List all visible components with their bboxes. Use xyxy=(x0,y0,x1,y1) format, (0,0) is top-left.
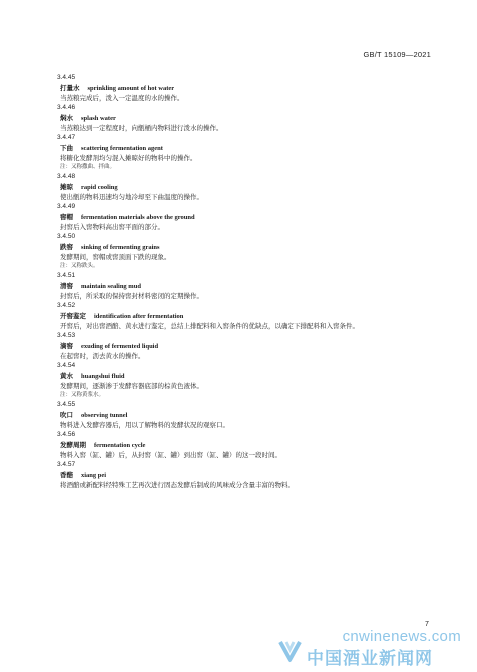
term-entry xyxy=(57,460,435,490)
term-number: 3.4.54 xyxy=(57,362,76,369)
term-definition: 当蒸粮达到一定程度时，向甑桶内物料进行泼水的操作。 xyxy=(60,124,223,132)
term-entry xyxy=(57,301,435,331)
term-heading xyxy=(57,311,435,321)
term-english: fermentation materials above the ground xyxy=(81,214,195,221)
term-number: 3.4.52 xyxy=(57,302,76,309)
term-note: 注：又称撒曲、拌曲。 xyxy=(60,164,116,170)
term-number: 3.4.45 xyxy=(57,74,76,81)
watermark-url: cnwinenews.com xyxy=(342,628,461,645)
term-definition: 封窖后，所采取的保持窖封材料密闭的定期操作。 xyxy=(60,292,203,300)
term-definition: 物料入窖（缸、罐）后，从封窖（缸、罐）到出窖（缸、罐）的这一段时间。 xyxy=(60,451,281,459)
term-definition: 当蒸粮完成后，泼入一定温度的水的操作。 xyxy=(60,94,184,102)
term-english: huangshui fluid xyxy=(81,373,125,380)
term-list xyxy=(57,73,435,490)
term-english: maintain sealing mud xyxy=(81,283,141,290)
term-english: sinking of fermenting grains xyxy=(81,244,160,251)
term-number: 3.4.46 xyxy=(57,104,76,111)
term-chinese: 吹口 xyxy=(60,411,73,419)
watermark xyxy=(269,628,469,668)
watermark-text: 中国酒业新闻网 xyxy=(307,649,433,669)
term-heading xyxy=(57,212,435,222)
term-heading xyxy=(57,83,435,93)
term-english: xiang pei xyxy=(81,472,107,479)
term-definition: 发酵期间，逐渐渗于发酵容器底部的棕黄色液体。 xyxy=(60,382,203,390)
page-number: 7 xyxy=(425,621,429,628)
term-english: fermentation cycle xyxy=(94,442,146,449)
term-chinese: 发酵周期 xyxy=(60,441,86,449)
term-number: 3.4.49 xyxy=(57,203,76,210)
term-english: identification after fermentation xyxy=(94,313,184,320)
term-english: rapid cooling xyxy=(81,184,118,191)
term-entry xyxy=(57,361,435,400)
term-entry xyxy=(57,232,435,271)
term-chinese: 打量水 xyxy=(60,84,80,92)
term-definition: 物料进入发酵容器后，用以了解物料的发酵状况的观察口。 xyxy=(60,421,229,429)
term-number: 3.4.53 xyxy=(57,332,76,339)
term-entry xyxy=(57,430,435,460)
term-english: observing tunnel xyxy=(81,412,128,419)
term-entry xyxy=(57,400,435,430)
term-heading xyxy=(57,281,435,291)
term-entry xyxy=(57,331,435,361)
term-heading xyxy=(57,470,435,480)
term-number: 3.4.55 xyxy=(57,401,76,408)
term-chinese: 开窖鉴定 xyxy=(60,312,86,320)
term-entry xyxy=(57,172,435,202)
term-entry xyxy=(57,271,435,301)
term-note: 注：又称黄浆水。 xyxy=(60,392,105,398)
term-definition: 封窖后入窖物料高出窖平面的部分。 xyxy=(60,223,164,231)
term-heading xyxy=(57,113,435,123)
term-chinese: 滴窖 xyxy=(60,342,73,350)
term-chinese: 摊晾 xyxy=(60,183,73,191)
term-heading xyxy=(57,341,435,351)
term-entry xyxy=(57,73,435,103)
term-definition: 在起窖时，沥去黄水的操作。 xyxy=(60,352,145,360)
term-chinese: 清窖 xyxy=(60,282,73,290)
term-definition: 使出甑的物料迅速均匀地冷却至下曲温度的操作。 xyxy=(60,193,203,201)
term-number: 3.4.48 xyxy=(57,173,76,180)
term-number: 3.4.57 xyxy=(57,461,76,468)
term-definition: 开窖后，对出窖酒醅、黄水进行鉴定，总结上排配料和入窖条件的优缺点，以确定下排配料和入窖条件。 xyxy=(60,322,359,330)
term-heading xyxy=(57,440,435,450)
term-definition: 将酒醅或新配料经特殊工艺再次进行固态发酵后制成的风味成分含量丰富的物料。 xyxy=(60,481,294,489)
term-heading xyxy=(57,371,435,381)
term-definition: 将糖化发酵剂均匀混入摊晾好的物料中的操作。 xyxy=(60,154,197,162)
term-definition: 发酵期间，窖帽或窖顶面下跌的现象。 xyxy=(60,253,171,261)
term-heading xyxy=(57,143,435,153)
term-english: splash water xyxy=(81,115,116,122)
term-entry xyxy=(57,133,435,172)
term-number: 3.4.50 xyxy=(57,233,76,240)
term-number: 3.4.56 xyxy=(57,431,76,438)
term-english: sprinkling amount of hot water xyxy=(87,85,175,92)
term-number: 3.4.47 xyxy=(57,134,76,141)
term-chinese: 窖帽 xyxy=(60,213,73,221)
term-heading xyxy=(57,182,435,192)
term-english: exuding of fermented liquid xyxy=(81,343,159,350)
term-heading xyxy=(57,410,435,420)
term-chinese: 黄水 xyxy=(60,372,73,380)
term-chinese: 焖水 xyxy=(60,114,73,122)
term-entry xyxy=(57,202,435,232)
term-chinese: 跌窖 xyxy=(60,243,73,251)
term-heading xyxy=(57,242,435,252)
term-chinese: 香醅 xyxy=(60,471,73,479)
term-note: 注：又称跌头。 xyxy=(60,263,99,269)
term-number: 3.4.51 xyxy=(57,272,76,279)
term-english: scattering fermentation agent xyxy=(81,145,163,152)
watermark-logo-icon xyxy=(277,638,303,664)
standard-code: GB/T 15109—2021 xyxy=(363,50,431,59)
term-entry xyxy=(57,103,435,133)
term-chinese: 下曲 xyxy=(60,144,73,152)
